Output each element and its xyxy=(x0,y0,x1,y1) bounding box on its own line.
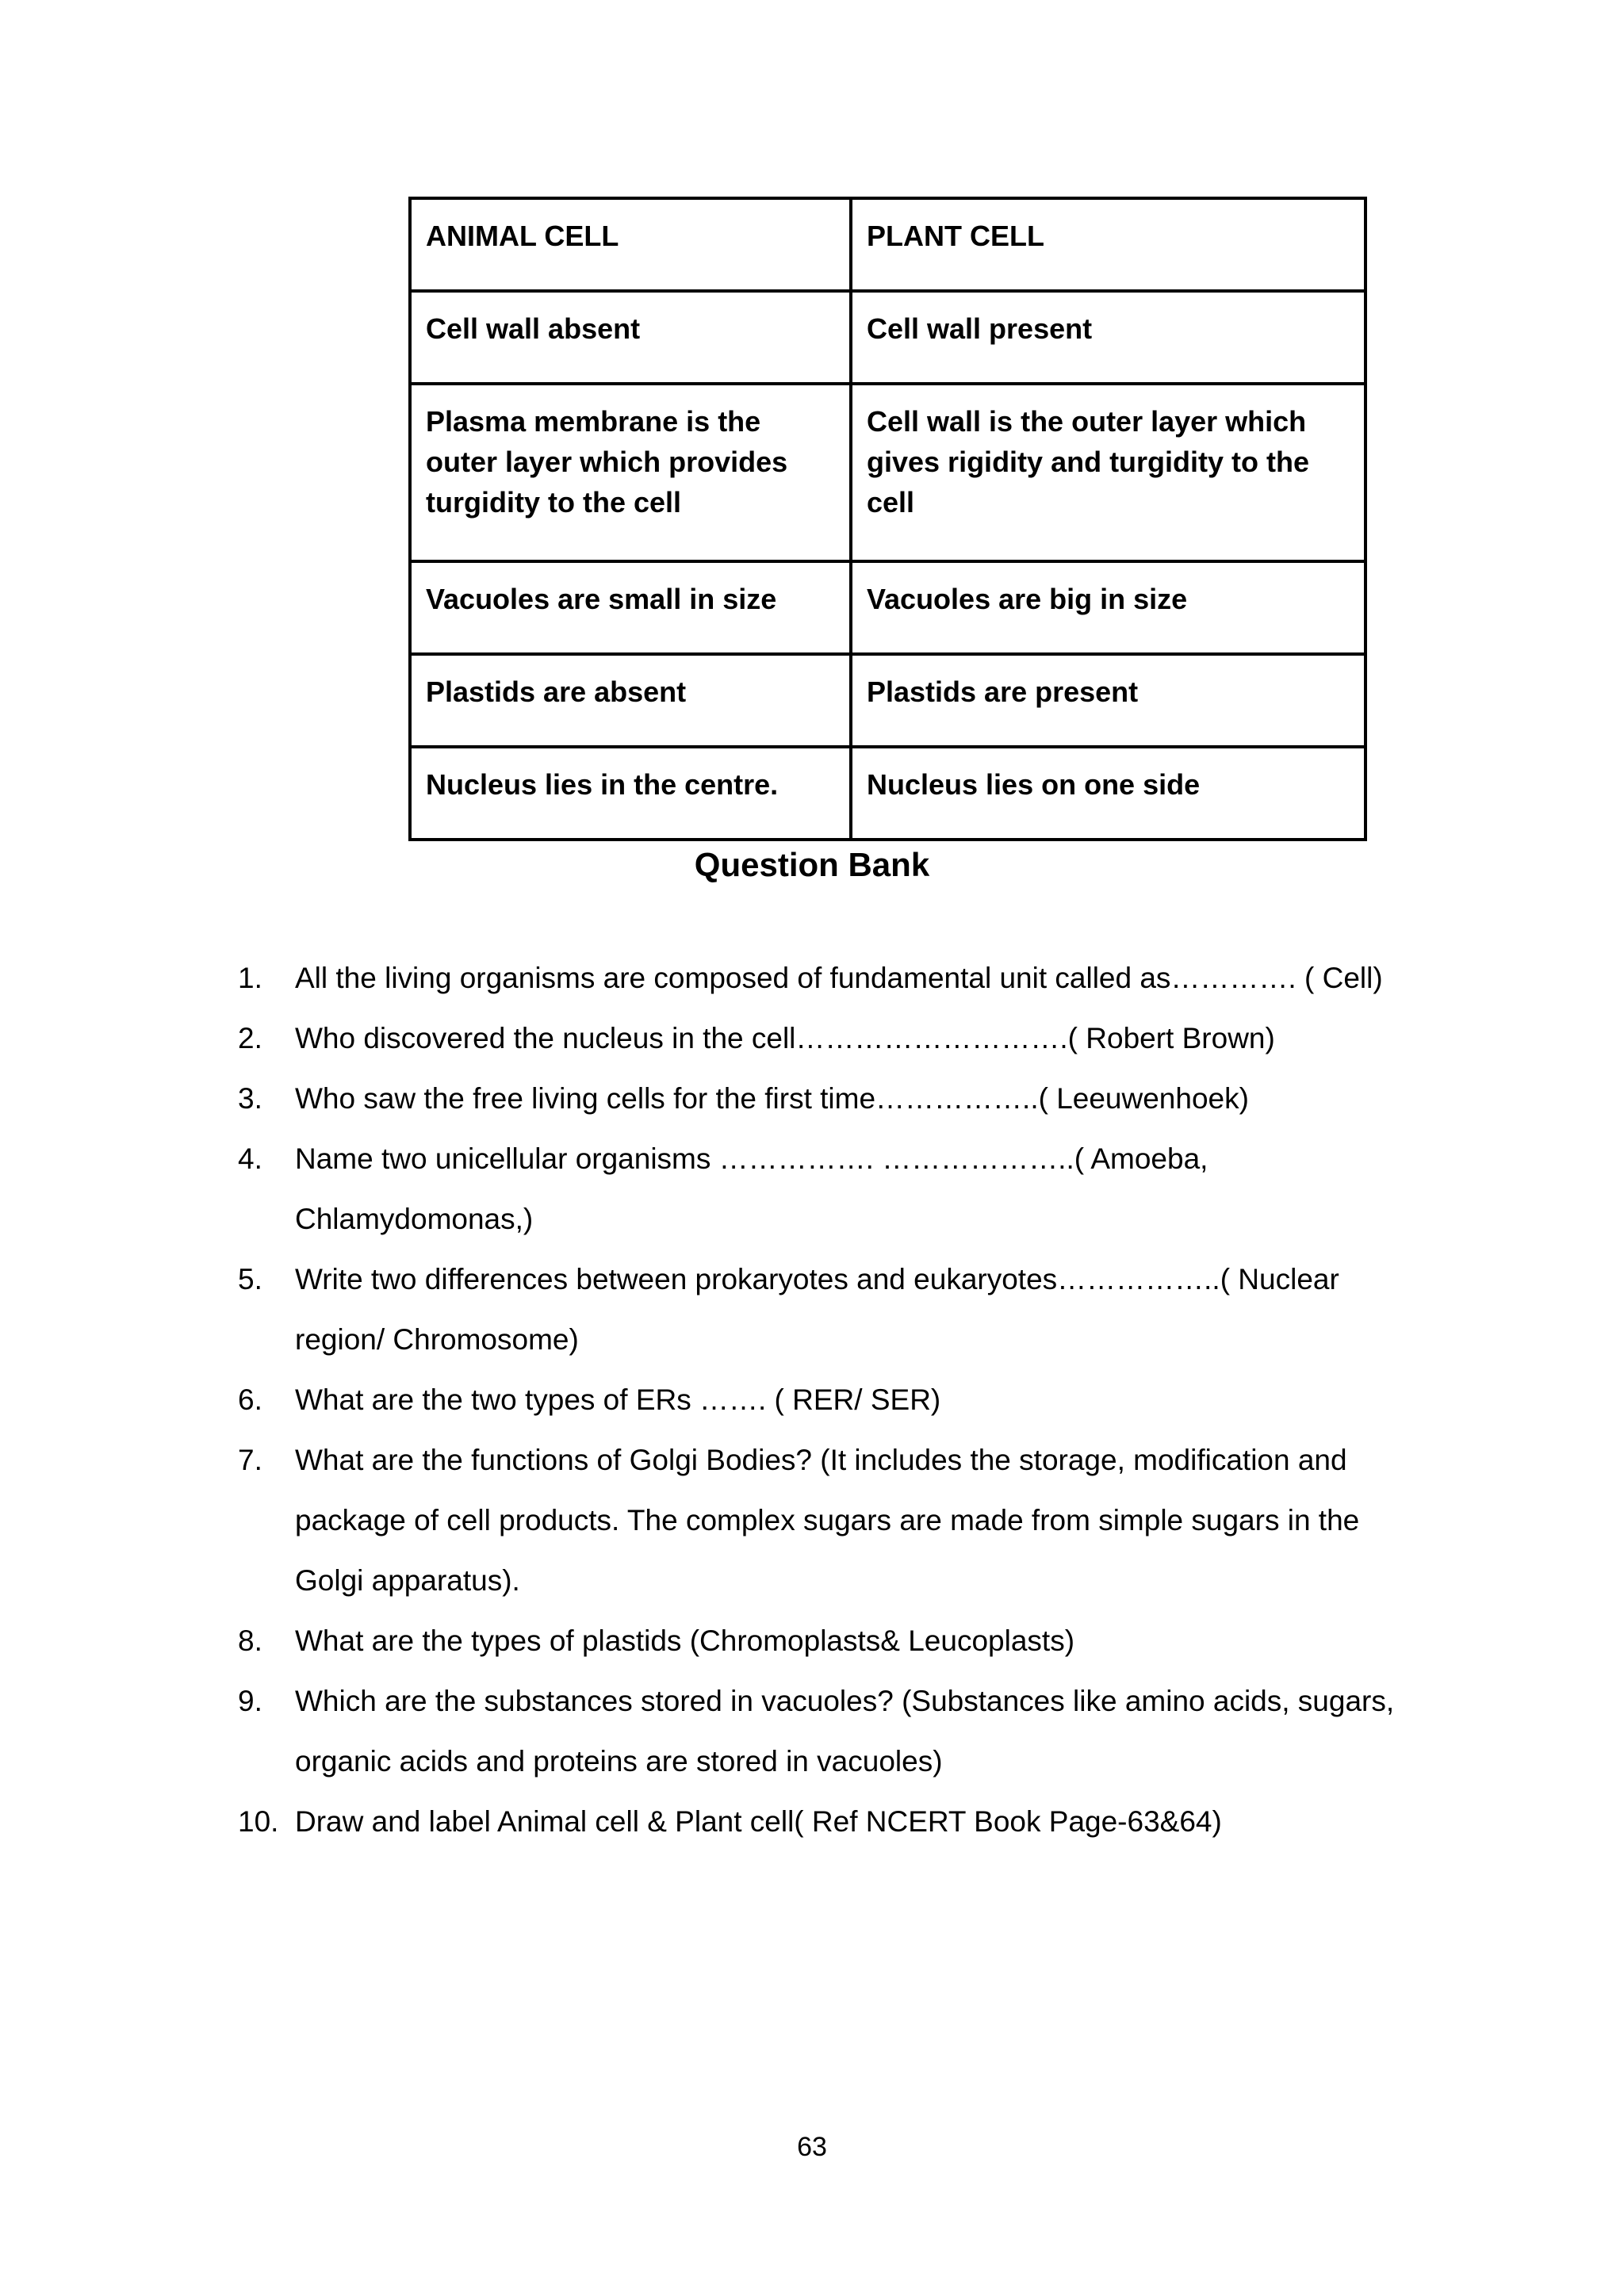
question-number: 4. xyxy=(238,1142,262,1175)
question-number: 2. xyxy=(238,1022,262,1054)
question-number: 7. xyxy=(238,1444,262,1476)
question-number: 6. xyxy=(238,1383,262,1416)
table-cell: Cell wall absent xyxy=(410,291,851,384)
table-cell: Cell wall present xyxy=(851,291,1365,384)
question-text: What are the functions of Golgi Bodies? (It includes the storage, modification and package of cell products. The complex sugars are made from simple sugars in the Golgi apparatus). xyxy=(295,1444,1360,1597)
question-number: 5. xyxy=(238,1263,262,1295)
question-text: What are the types of plastids (Chromoplasts& Leucoplasts) xyxy=(295,1624,1075,1657)
table-cell: Vacuoles are small in size xyxy=(410,561,851,654)
table-header-plant-cell: PLANT CELL xyxy=(851,198,1365,291)
table-cell: Cell wall is the outer layer which gives rigidity and turgidity to the cell xyxy=(851,384,1365,561)
cell-comparison-table xyxy=(408,197,1367,841)
table-cell: Nucleus lies in the centre. xyxy=(410,747,851,840)
question-text: Write two differences between prokaryotes and eukaryotes……………..( Nuclear region/ Chromosome) xyxy=(295,1263,1339,1356)
table-row xyxy=(410,654,1365,747)
table-cell: Vacuoles are big in size xyxy=(851,561,1365,654)
question-list xyxy=(238,948,1427,1852)
table-cell: Plastids are absent xyxy=(410,654,851,747)
question-text: All the living organisms are composed of fundamental unit called as…………. ( Cell) xyxy=(295,962,1383,994)
question-number: 10. xyxy=(238,1805,279,1838)
question-text: Name two unicellular organisms ……………. ………………..( Amoeba, Chlamydomonas,) xyxy=(295,1142,1208,1235)
table-row xyxy=(410,384,1365,561)
list-item xyxy=(238,948,1427,1008)
list-item xyxy=(238,1611,1427,1671)
question-text: Who discovered the nucleus in the cell……………………….( Robert Brown) xyxy=(295,1022,1275,1054)
table-cell: Plasma membrane is the outer layer which provides turgidity to the cell xyxy=(410,384,851,561)
table-row xyxy=(410,561,1365,654)
question-text: Who saw the free living cells for the first time……………..( Leeuwenhoek) xyxy=(295,1082,1249,1115)
list-item xyxy=(238,1129,1427,1249)
list-item xyxy=(238,1792,1427,1852)
table-header-row xyxy=(410,198,1365,291)
table-cell: Nucleus lies on one side xyxy=(851,747,1365,840)
table-row xyxy=(410,291,1365,384)
page-number: 63 xyxy=(797,2132,827,2162)
question-number: 3. xyxy=(238,1082,262,1115)
question-text: Which are the substances stored in vacuoles? (Substances like amino acids, sugars, organic acids and proteins are stored in vacuoles) xyxy=(295,1685,1395,1777)
table-cell: Plastids are present xyxy=(851,654,1365,747)
question-number: 8. xyxy=(238,1624,262,1657)
list-item xyxy=(238,1069,1427,1129)
section-title: Question Bank xyxy=(694,846,930,883)
table-row xyxy=(410,747,1365,840)
list-item xyxy=(238,1430,1427,1611)
list-item xyxy=(238,1370,1427,1430)
question-number: 1. xyxy=(238,962,262,994)
question-text: Draw and label Animal cell & Plant cell( Ref NCERT Book Page-63&64) xyxy=(295,1805,1222,1838)
question-number: 9. xyxy=(238,1685,262,1717)
table-header-animal-cell: ANIMAL CELL xyxy=(410,198,851,291)
list-item xyxy=(238,1008,1427,1069)
list-item xyxy=(238,1249,1427,1370)
list-item xyxy=(238,1671,1427,1792)
question-text: What are the two types of ERs ……. ( RER/ SER) xyxy=(295,1383,941,1416)
